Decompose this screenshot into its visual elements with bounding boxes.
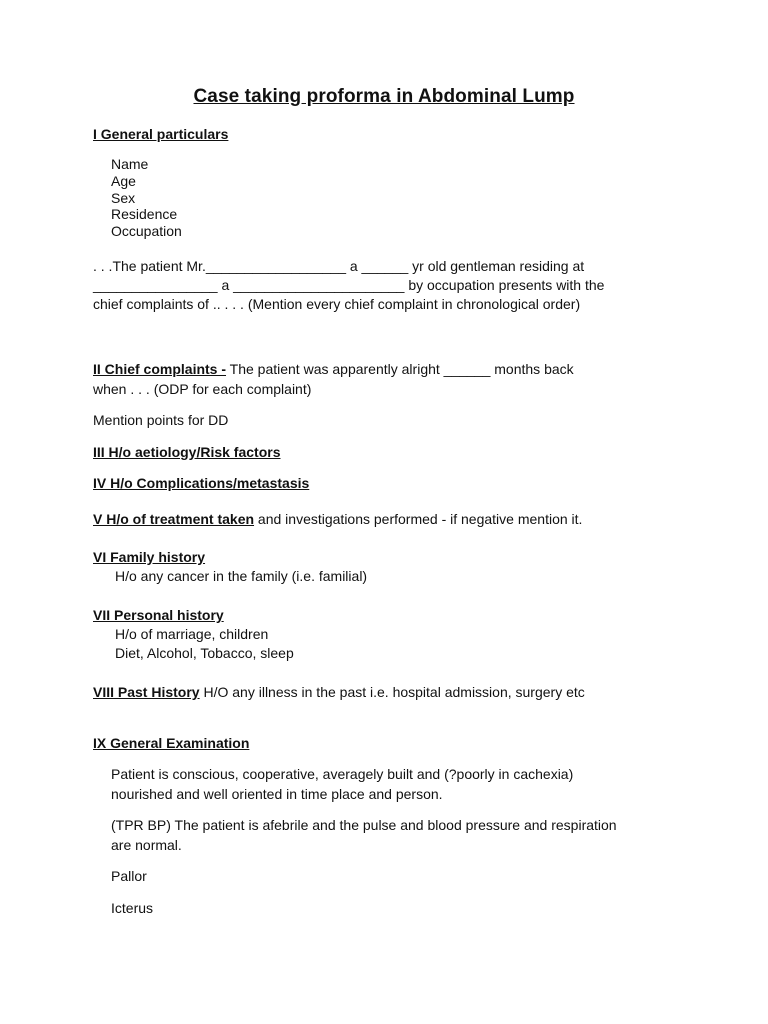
- list-item: Residence: [111, 206, 178, 223]
- general-particulars-heading: I General particulars: [93, 126, 229, 142]
- examination-para-2-line-2: are normal.: [111, 837, 182, 853]
- examination-para-1-line-1: Patient is conscious, cooperative, averagely built and (?poorly in cachexia): [111, 766, 574, 782]
- list-item: Name: [111, 156, 149, 172]
- document-title: Case taking proforma in Abdominal Lump: [193, 86, 575, 107]
- complications-heading: IV H/o Complications/metastasis: [93, 475, 310, 491]
- patient-line-3: chief complaints of .. . . . (Mention every chief complaint in chronological order): [93, 296, 581, 312]
- list-item: Sex: [111, 189, 136, 206]
- chief-complaints-line-1: [93, 360, 574, 379]
- past-history-line: [93, 683, 585, 702]
- past-history-text: H/O any illness in the past i.e. hospital admission, surgery etc: [199, 684, 585, 700]
- treatment-text: and investigations performed - if negative mention it.: [254, 511, 583, 527]
- pallor-label: Pallor: [111, 868, 147, 884]
- aetiology-heading: III H/o aetiology/Risk factors: [93, 444, 281, 460]
- general-particulars-list: [111, 156, 182, 240]
- chief-complaints-heading: II Chief complaints -: [93, 361, 227, 377]
- general-examination-heading: IX General Examination: [93, 735, 250, 751]
- dd-note: Mention points for DD: [93, 412, 229, 428]
- examination-para-1-line-2: nourished and well oriented in time place and person.: [111, 786, 443, 802]
- patient-line-1: . . .The patient Mr.__________________ a ______ yr old gentleman residing at: [93, 258, 585, 274]
- examination-para-2-line-1: (TPR BP) The patient is afebrile and the pulse and blood pressure and respiration: [111, 817, 617, 833]
- personal-history-heading: VII Personal history: [93, 607, 224, 623]
- treatment-heading: V H/o of treatment taken: [93, 511, 255, 527]
- family-history-line: H/o any cancer in the family (i.e. familial): [115, 568, 368, 584]
- chief-complaints-text: The patient was apparently alright ______ months back: [226, 361, 574, 377]
- treatment-line: [93, 510, 582, 529]
- past-history-heading: VIII Past History: [93, 684, 200, 700]
- chief-complaints-line-2: when . . . (ODP for each complaint): [93, 381, 312, 397]
- patient-line-2: ________________ a ______________________ by occupation presents with the: [93, 277, 605, 293]
- icterus-label: Icterus: [111, 900, 154, 916]
- family-history-heading: VI Family history: [93, 549, 206, 565]
- personal-history-line: H/o of marriage, children: [115, 626, 269, 642]
- personal-history-line: Diet, Alcohol, Tobacco, sleep: [115, 645, 294, 661]
- list-item: Age: [111, 172, 136, 189]
- list-item: Occupation: [111, 223, 182, 240]
